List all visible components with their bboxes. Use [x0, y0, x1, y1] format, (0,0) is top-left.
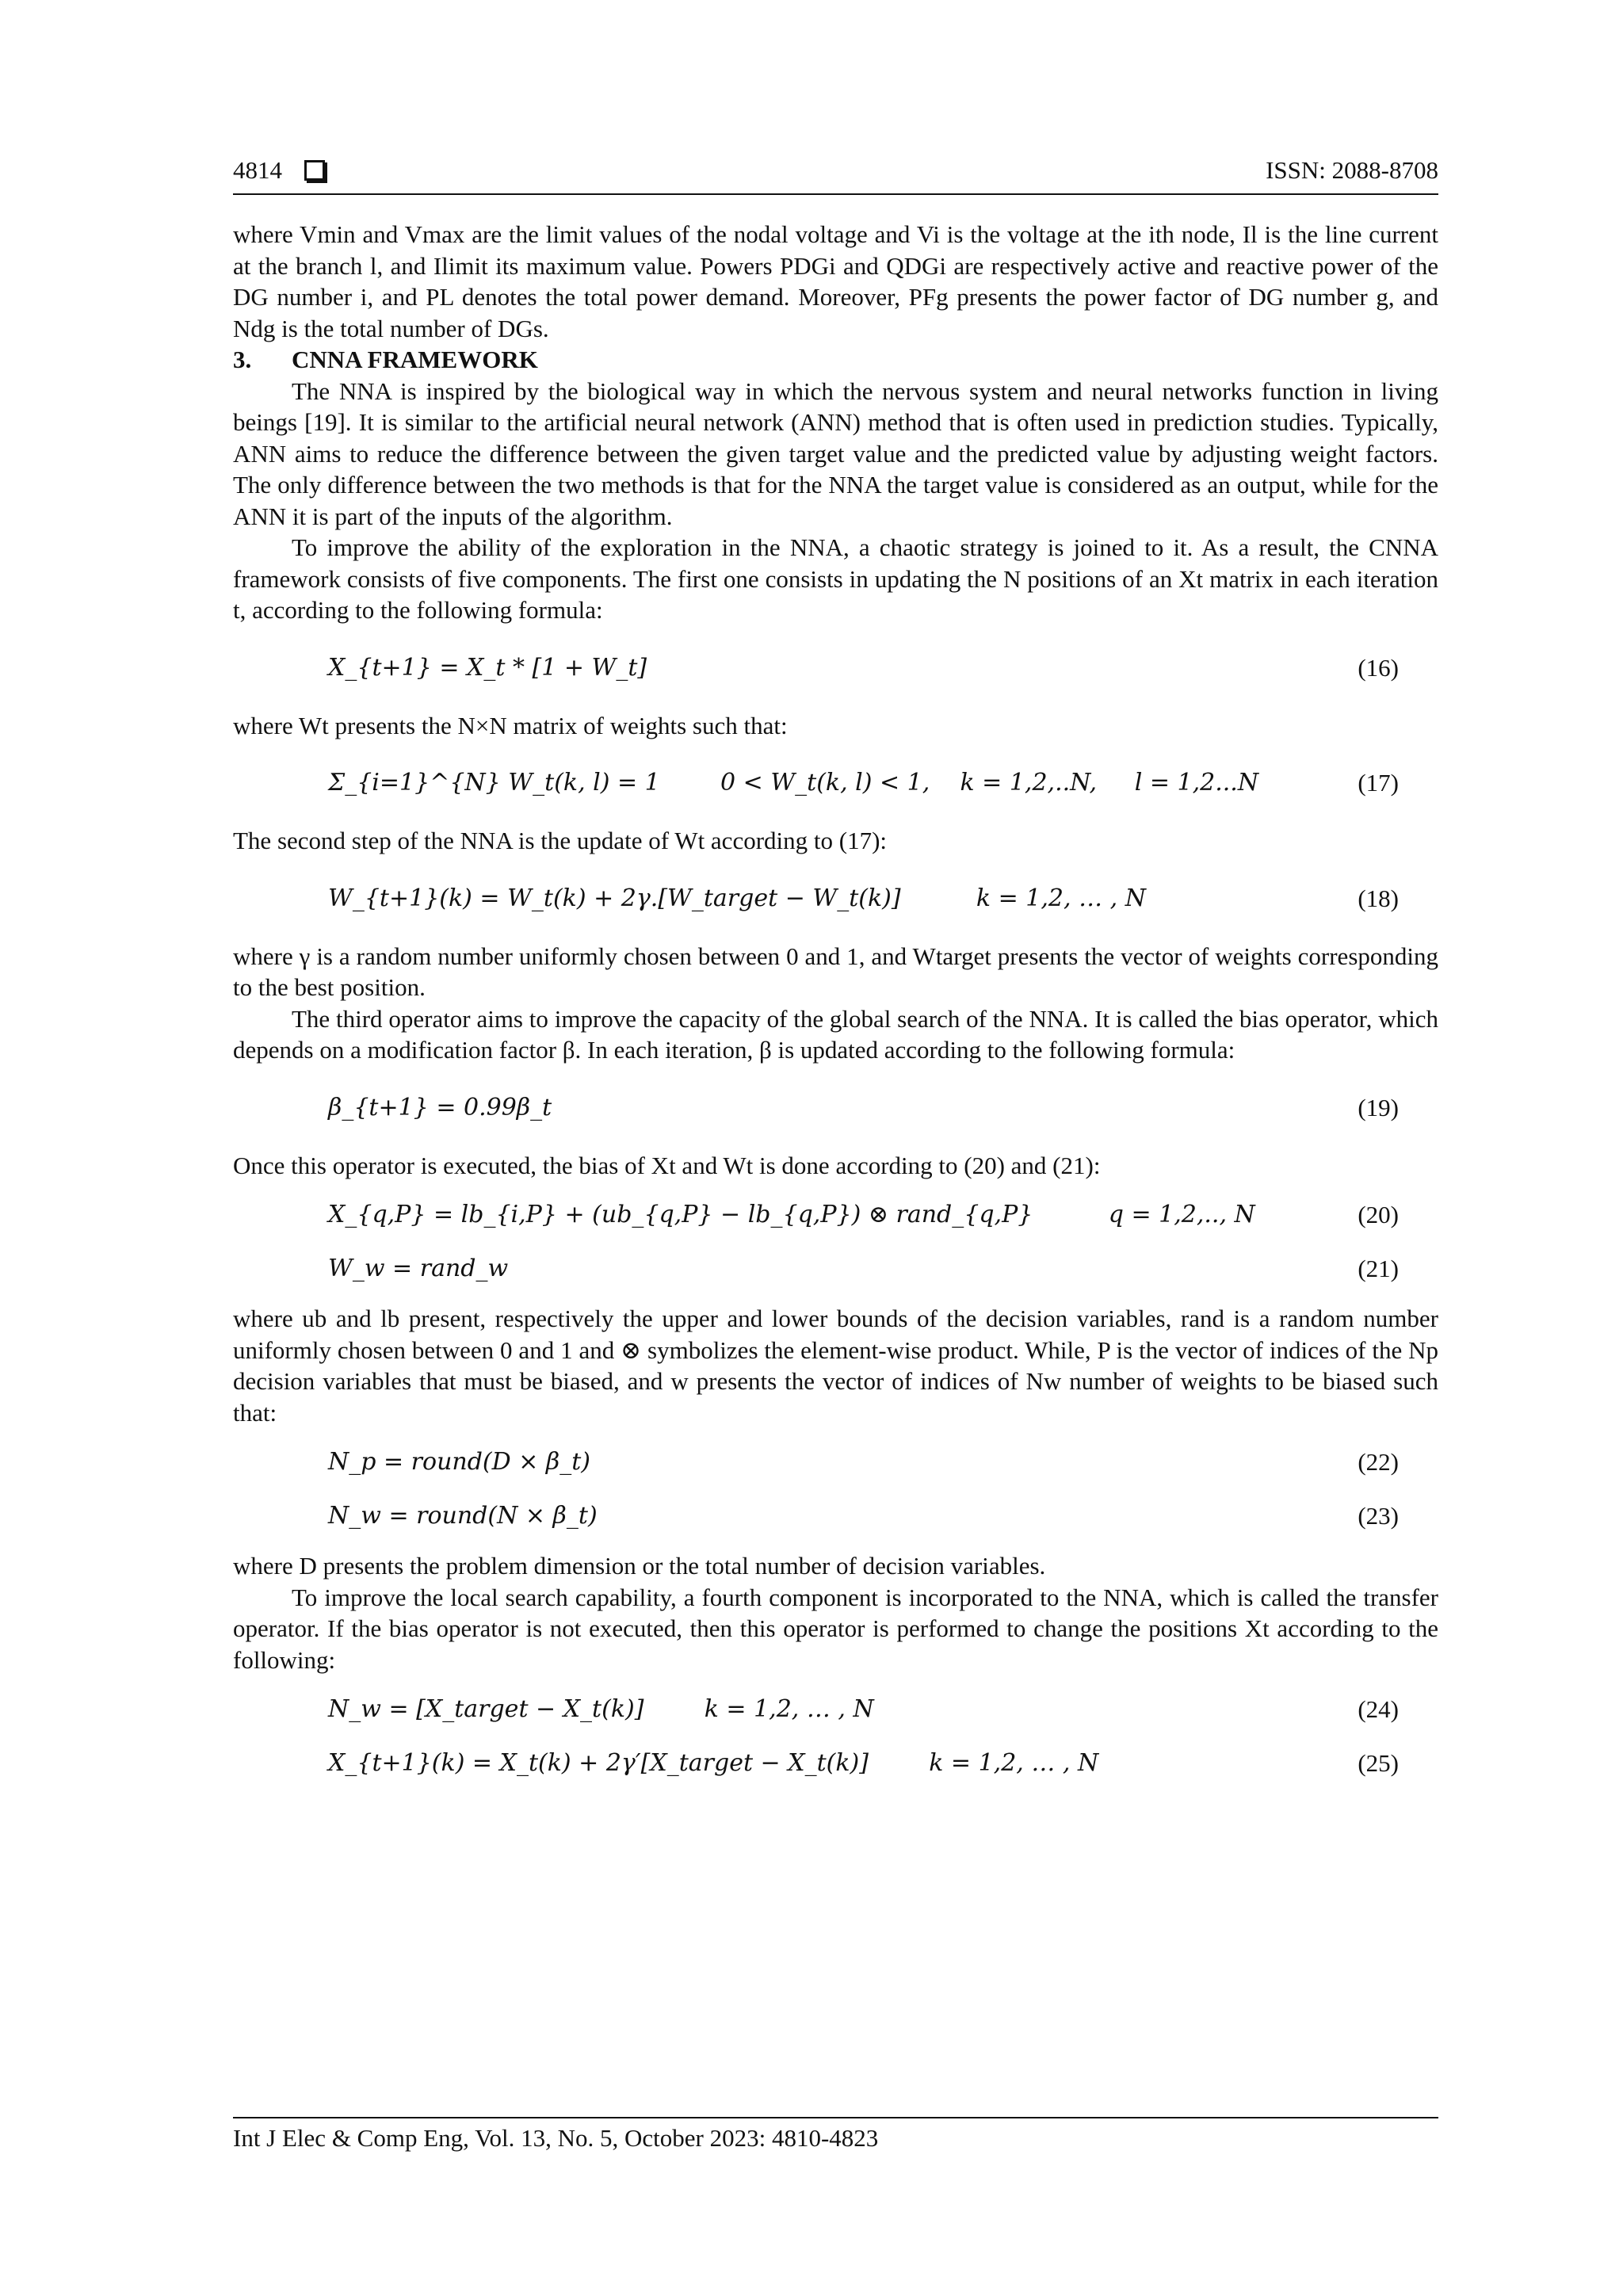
- section-title: CNNA FRAMEWORK: [292, 346, 538, 373]
- equation-number: (19): [1358, 1093, 1399, 1121]
- paragraph: where γ is a random number uniformly chosen between 0 and 1, and Wtarget presents the vector of weights corresponding to the best position.: [233, 942, 1438, 1001]
- equation-18: [233, 879, 1438, 919]
- equation-21: [233, 1249, 1438, 1289]
- equation-16: [233, 648, 1438, 688]
- square-bullet-icon: [304, 160, 325, 181]
- equation-number: (17): [1358, 769, 1399, 797]
- equation-expression: N_w = round(N × β_t): [328, 1502, 598, 1530]
- paragraph: The third operator aims to improve the capacity of the global search of the NNA. It is called the bias operator, which depends on a modification factor β. In each iteration, β is updated according to the following formula:: [233, 1004, 1438, 1064]
- running-header: [233, 152, 1438, 189]
- paragraph: where ub and lb present, respectively the upper and lower bounds of the decision variables, rand is a random number uniformly chosen between 0 and 1 and ⊗ symbolizes the element-wise product. While, P is the vector of indices of the Np decision variables that must be biased, and w presents the vector of indices of Nw number of weights to be biased such that:: [233, 1305, 1438, 1427]
- equation-expression: N_p = round(D × β_t): [328, 1448, 590, 1477]
- equation-expression: X_{t+1}(k) = X_t(k) + 2γ′[X_target − X_t(k)] k = 1,2, … , N: [328, 1749, 1099, 1778]
- paragraph: The NNA is inspired by the biological way in which the nervous system and neural networks function in living beings [19]. It is similar to the artificial neural network (ANN) method that is often used in prediction studies. Typically, ANN aims to reduce the difference between the given target value and the predicted value by adjusting weight factors. The only difference between the two methods is that for the NNA the target value is considered as an output, while for the ANN it is part of the inputs of the algorithm.: [233, 376, 1438, 530]
- equation-number: (20): [1358, 1201, 1399, 1229]
- equation-number: (23): [1358, 1502, 1399, 1530]
- page-number: 4814: [233, 156, 282, 184]
- equation-expression: β_{t+1} = 0.99β_t: [328, 1093, 552, 1121]
- equation-number: (22): [1358, 1448, 1399, 1477]
- equation-number: (16): [1358, 653, 1399, 682]
- equation-17: [233, 763, 1438, 803]
- footer-rule: [233, 2117, 1438, 2118]
- equation-number: (24): [1358, 1695, 1399, 1724]
- paragraph: To improve the ability of the exploration in the NNA, a chaotic strategy is joined to it. As a result, the CNNA framework consists of five components. The first one consists in updating the N positions of an Xt matrix in each iteration t, according to the following formula:: [233, 533, 1438, 624]
- equation-number: (25): [1358, 1749, 1399, 1778]
- equation-22: [233, 1442, 1438, 1482]
- equation-24: [233, 1690, 1438, 1729]
- paragraph: To improve the local search capability, a fourth component is incorporated to the NNA, which is called the transfer operator. If the bias operator is not executed, then this operator is performed to change the positions Xt according to the following:: [233, 1583, 1438, 1674]
- equation-expression: Σ_{i=1}^{N} W_t(k, l) = 1 0 < W_t(k, l) < 1, k = 1,2,..N, l = 1,2...N: [328, 769, 1259, 797]
- paragraph: where Wt presents the N×N matrix of weights such that:: [233, 711, 788, 739]
- equation-number: (21): [1358, 1255, 1399, 1283]
- equation-23: [233, 1496, 1438, 1536]
- running-footer: Int J Elec & Comp Eng, Vol. 13, No. 5, October 2023: 4810-4823: [233, 2124, 879, 2152]
- header-rule: [233, 193, 1438, 195]
- equation-number: (18): [1358, 884, 1399, 912]
- paragraph-definitions: where Vmin and Vmax are the limit values of the nodal voltage and Vi is the voltage at the ith node, Il is the line current at the branch l, and Ilimit its maximum value. Powers PDGi and QDGi are respectively active and reactive power of the DG number i, and PL denotes the total power demand. Moreover, PFg presents the power factor of DG number g, and Ndg is the total number of DGs.: [233, 220, 1438, 342]
- section-heading: [233, 344, 1438, 376]
- section-number: 3.: [233, 346, 252, 373]
- issn: ISSN: 2088-8708: [1266, 156, 1438, 184]
- equation-expression: N_w = [X_target − X_t(k)] k = 1,2, … , N: [328, 1695, 874, 1724]
- equation-expression: W_w = rand_w: [328, 1255, 509, 1283]
- equation-expression: X_{q,P} = lb_{i,P} + (ub_{q,P} − lb_{q,P}) ⊗ rand_{q,P} q = 1,2,.., N: [328, 1201, 1255, 1229]
- equation-expression: X_{t+1} = X_t * [1 + W_t]: [328, 653, 647, 682]
- body-text: [233, 219, 1438, 1797]
- equation-expression: W_{t+1}(k) = W_t(k) + 2γ.[W_target − W_t(k)] k = 1,2, … , N: [328, 884, 1146, 912]
- equation-19: [233, 1088, 1438, 1128]
- equation-25: [233, 1744, 1438, 1783]
- paragraph: The second step of the NNA is the update of Wt according to (17):: [233, 827, 888, 854]
- paragraph: where D presents the problem dimension or the total number of decision variables.: [233, 1552, 1046, 1580]
- equation-20: [233, 1195, 1438, 1235]
- paragraph: Once this operator is executed, the bias of Xt and Wt is done according to (20) and (21):: [233, 1151, 1101, 1179]
